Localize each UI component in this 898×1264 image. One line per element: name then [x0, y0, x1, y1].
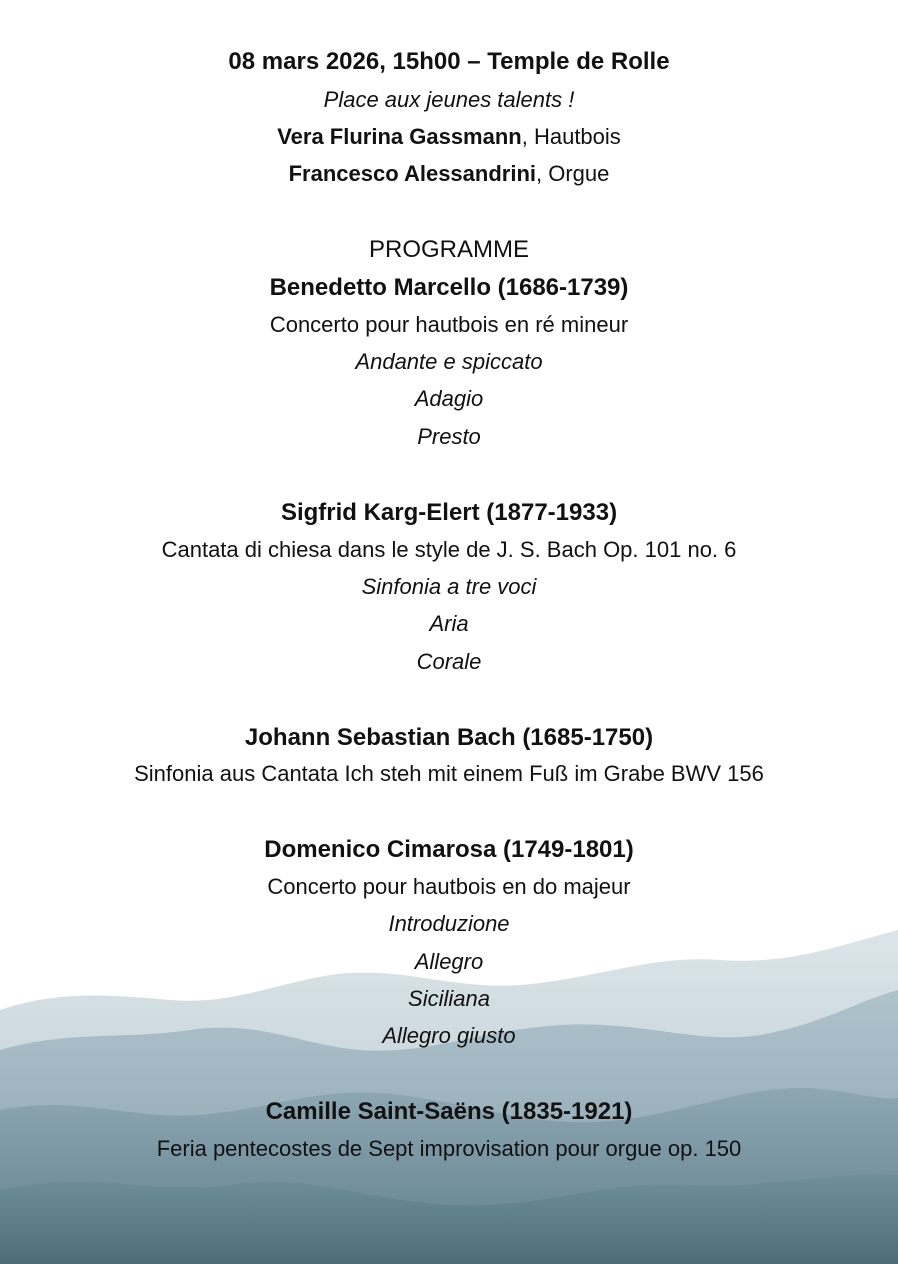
performer-1-role: , Hautbois [521, 124, 621, 149]
programme-heading: PROGRAMME [368, 236, 529, 263]
work-2-title: Cantata di chiesa dans le style de J. S. Bach Op. 101 no. 6 [161, 537, 737, 562]
work-2-movement-3: Corale [416, 649, 482, 674]
work-4-movement-4: Allegro giusto [382, 1023, 516, 1048]
performer-2-role: , Orgue [536, 161, 610, 186]
work-4-title: Concerto pour hautbois en do majeur [267, 874, 631, 899]
performer-2 [0, 163, 898, 185]
work-2-movement-1: Sinfonia a tre voci [361, 574, 537, 599]
work-4-movement-1: Introduzione [388, 911, 510, 936]
work-1-movement-1: Andante e spiccato [355, 349, 543, 374]
work-4-movement-3: Siciliana [408, 986, 490, 1011]
work-5-composer: Camille Saint-Saëns (1835-1921) [265, 1098, 633, 1125]
work-5-title: Feria pentecostes de Sept improvisation pour orgue op. 150 [156, 1136, 742, 1161]
performer-1-name: Vera Flurina Gassmann [277, 124, 522, 149]
work-1-movement-2: Adagio [414, 386, 484, 411]
event-subtitle: Place aux jeunes talents ! [323, 87, 575, 112]
performer-1 [0, 126, 898, 148]
work-1-title: Concerto pour hautbois en ré mineur [269, 312, 629, 337]
work-3-composer: Johann Sebastian Bach (1685-1750) [244, 724, 654, 751]
work-1-movement-3: Presto [417, 424, 481, 449]
work-1-composer: Benedetto Marcello (1686-1739) [269, 274, 629, 301]
performer-2-name: Francesco Alessandrini [288, 161, 537, 186]
work-2-movement-2: Aria [429, 611, 469, 636]
event-date-line: 08 mars 2026, 15h00 – Temple de Rolle [228, 48, 670, 75]
work-4-movement-2: Allegro [414, 949, 484, 974]
work-2-composer: Sigfrid Karg-Elert (1877-1933) [280, 499, 618, 526]
work-3-title: Sinfonia aus Cantata Ich steh mit einem Fuß im Grabe BWV 156 [134, 761, 764, 786]
work-4-composer: Domenico Cimarosa (1749-1801) [264, 836, 634, 863]
